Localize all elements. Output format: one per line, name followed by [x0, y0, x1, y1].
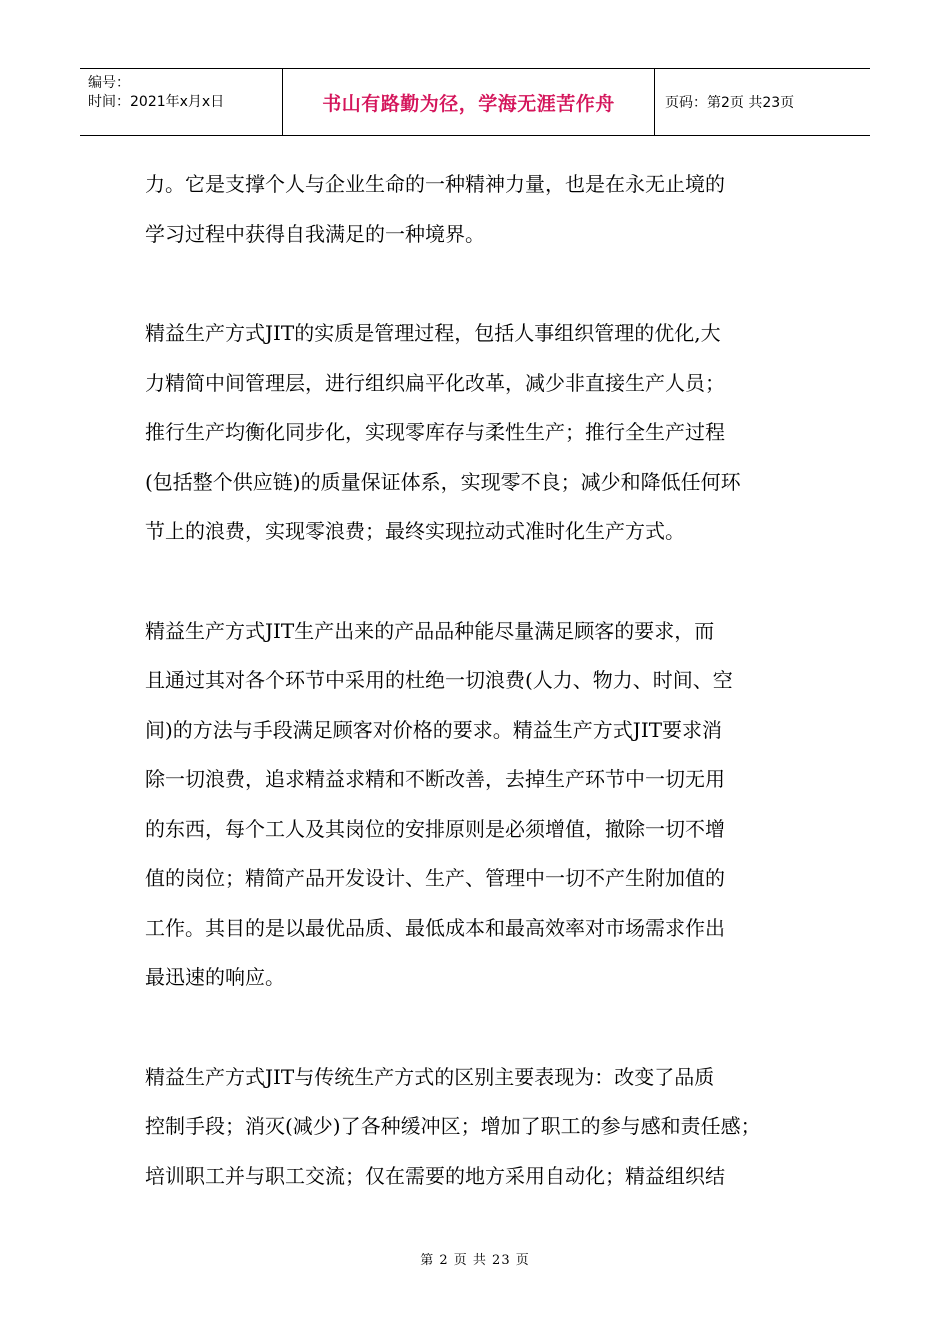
header-motto-cell [283, 69, 655, 135]
text-line: 控制手段；消灭(减少)了各种缓冲区；增加了职工的参与感和责任感； [145, 1114, 761, 1138]
text-line: 最迅速的响应。 [145, 965, 285, 989]
header-motto: 书山有路勤为径，学海无涯苦作舟 [322, 92, 615, 115]
text-line: 精益生产方式JIT的实质是管理过程，包括人事组织管理的优化,大 [145, 321, 721, 345]
paragraph [145, 309, 815, 557]
header-page-info: 页码：第2页 共23页 [665, 95, 795, 111]
document-time-label: 时间：2021年x月x日 [88, 94, 225, 110]
text-line: 间)的方法与手段满足顾客对价格的要求。精益生产方式JIT要求消 [145, 717, 723, 742]
text-line: 力。它是支撑个人与企业生命的一种精神力量，也是在永无止境的 [145, 172, 725, 196]
header-meta-cell [80, 69, 283, 135]
document-number-label: 编号： [88, 75, 130, 91]
document-body [145, 160, 815, 1201]
text-line: 力精简中间管理层，进行组织扁平化改革，减少非直接生产人员； [145, 370, 725, 395]
text-line: 除一切浪费，追求精益求精和不断改善，去掉生产环节中一切无用 [145, 767, 725, 791]
paragraph [145, 1053, 815, 1202]
text-line: 精益生产方式JIT与传统生产方式的区别主要表现为：改变了品质 [145, 1064, 715, 1089]
text-line: 值的岗位；精简产品开发设计、生产、管理中一切不产生附加值的 [145, 866, 725, 890]
text-line: 推行生产均衡化同步化，实现零库存与柔性生产；推行全生产过程 [145, 420, 725, 444]
paragraph [145, 160, 815, 259]
text-line: 工作。其目的是以最优品质、最低成本和最高效率对市场需求作出 [145, 915, 725, 940]
text-line: 精益生产方式JIT生产出来的产品品种能尽量满足顾客的要求，而 [145, 618, 715, 643]
text-line: 培训职工并与职工交流；仅在需要的地方采用自动化；精益组织结 [145, 1163, 725, 1188]
text-line: 学习过程中获得自我满足的一种境界。 [145, 221, 485, 246]
paragraph [145, 607, 815, 1003]
text-line: 的东西，每个工人及其岗位的安排原则是必须增值，撤除一切不增 [145, 816, 725, 841]
page-header [80, 68, 870, 136]
text-line: 且通过其对各个环节中采用的杜绝一切浪费(人力、物力、时间、空 [145, 668, 733, 692]
header-page-cell [655, 69, 870, 135]
text-line: 节上的浪费，实现零浪费；最终实现拉动式准时化生产方式。 [145, 519, 685, 543]
page-footer: 第 2 页 共 23 页 [420, 1253, 530, 1268]
text-line: (包括整个供应链)的质量保证体系，实现零不良；减少和降低任何环 [145, 469, 741, 494]
